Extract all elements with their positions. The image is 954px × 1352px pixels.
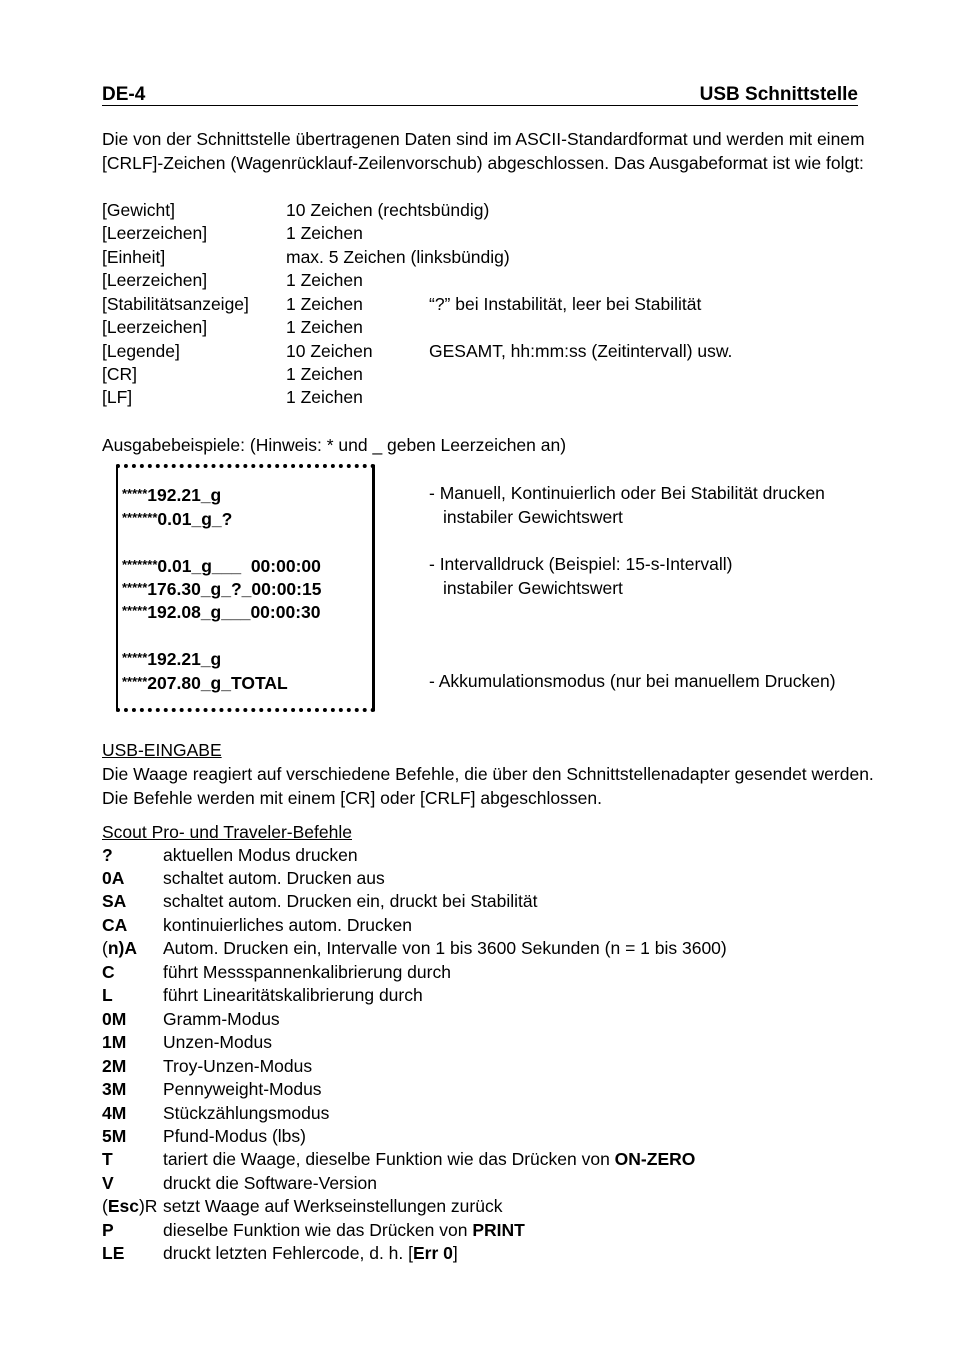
command-code: L	[102, 985, 113, 1005]
command-description: führt Linearitätskalibrierung durch	[163, 985, 423, 1005]
command-code: P	[102, 1220, 114, 1240]
command-code: 4M	[102, 1103, 127, 1123]
command-description: Pfund-Modus (lbs)	[163, 1126, 306, 1146]
format-size: 1 Zeichen	[286, 364, 363, 384]
example-padding: *****	[122, 486, 148, 501]
usb-input-paragraph	[102, 763, 874, 810]
example-output-line	[122, 670, 288, 696]
intro-line: [CRLF]-Zeichen (Wagenrücklauf-Zeilenvorschub) abgeschlossen. Das Ausgabeformat ist wie folgt:	[102, 152, 864, 173]
example-note-title: - Intervalldruck (Beispiel: 15-s-Intervall)	[429, 554, 733, 574]
usb-input-line: Die Waage reagiert auf verschiedene Befehle, die über den Schnittstellenadapter gesendet werden.	[102, 764, 874, 784]
examples-intro: Ausgabebeispiele: (Hinweis: * und _ geben Leerzeichen an)	[102, 435, 567, 455]
example-output-line	[122, 506, 232, 532]
command-description: Troy-Unzen-Modus	[163, 1056, 313, 1076]
format-size: 1 Zeichen	[286, 270, 363, 290]
format-field: [Gewicht]	[102, 200, 175, 220]
header-divider	[102, 105, 858, 106]
example-note-accumulation	[429, 670, 836, 694]
command-code: CA	[102, 915, 128, 935]
example-value: 192.08_g___00:00:30	[147, 602, 321, 622]
format-size: 1 Zeichen	[286, 223, 363, 243]
format-note: GESAMT, hh:mm:ss (Zeitintervall) usw.	[429, 341, 733, 361]
format-field: [Leerzeichen]	[102, 317, 208, 337]
example-output-line	[122, 599, 321, 625]
format-field: [LF]	[102, 387, 133, 407]
example-value: 0.01_g_?	[157, 509, 233, 529]
example-note-sub: instabiler Gewichtswert	[443, 506, 623, 527]
example-value: 192.21_g	[147, 649, 222, 669]
command-description: tariert die Waage, dieselbe Funktion wie das Drücken von ON-ZERO	[163, 1149, 696, 1169]
command-description: Autom. Drucken ein, Intervalle von 1 bis 3600 Sekunden (n = 1 bis 3600)	[163, 938, 727, 958]
example-output-line	[122, 576, 321, 602]
format-field: [CR]	[102, 364, 137, 384]
command-code: 0M	[102, 1009, 127, 1029]
command-description: schaltet autom. Drucken ein, druckt bei Stabilität	[163, 891, 538, 911]
format-note: “?” bei Instabilität, leer bei Stabilität	[429, 294, 702, 314]
format-field: [Leerzeichen]	[102, 223, 208, 243]
command-code: 0A	[102, 868, 125, 888]
command-code: (Esc)R	[102, 1196, 158, 1216]
command-code: SA	[102, 891, 127, 911]
example-padding: *****	[122, 603, 148, 618]
command-code: 3M	[102, 1079, 127, 1099]
example-value: 192.21_g	[147, 485, 222, 505]
format-size: 1 Zeichen	[286, 294, 363, 314]
format-field: [Stabilitätsanzeige]	[102, 294, 249, 314]
example-output-line	[122, 646, 221, 672]
example-padding: *****	[122, 674, 148, 689]
command-description: setzt Waage auf Werkseinstellungen zurück	[163, 1196, 503, 1216]
example-padding: *****	[122, 580, 148, 595]
usb-input-heading: USB-EINGABE	[102, 740, 222, 760]
command-code: 1M	[102, 1032, 127, 1052]
command-code: C	[102, 962, 115, 982]
format-size: 1 Zeichen	[286, 387, 363, 407]
command-description: kontinuierliches autom. Drucken	[163, 915, 413, 935]
example-note-sub: instabiler Gewichtswert	[443, 577, 623, 598]
intro-paragraph	[102, 128, 865, 175]
format-field: [Einheit]	[102, 247, 166, 267]
command-code: T	[102, 1149, 113, 1169]
example-padding: *******	[122, 557, 158, 572]
example-value: 176.30_g_?_00:00:15	[147, 579, 322, 599]
command-code: 2M	[102, 1056, 127, 1076]
command-code: 5M	[102, 1126, 127, 1146]
intro-line: Die von der Schnittstelle übertragenen Daten sind im ASCII-Standardformat und werden mit einem	[102, 129, 865, 149]
command-description: Pennyweight-Modus	[163, 1079, 322, 1099]
format-field: [Leerzeichen]	[102, 270, 208, 290]
example-value: 207.80_g_TOTAL	[147, 673, 288, 693]
command-description: Gramm-Modus	[163, 1009, 280, 1029]
usb-input-line: Die Befehle werden mit einem [CR] oder [CRLF] abgeschlossen.	[102, 787, 602, 808]
command-description: Unzen-Modus	[163, 1032, 272, 1052]
example-value: 0.01_g___ 00:00:00	[157, 556, 321, 576]
example-note-manual	[429, 482, 825, 529]
example-padding: *******	[122, 510, 158, 525]
command-code: LE	[102, 1243, 125, 1263]
command-description: führt Messspannenkalibrierung durch	[163, 962, 451, 982]
example-output-line	[122, 553, 321, 579]
command-code: (n)A	[102, 938, 137, 958]
command-description: druckt die Software-Version	[163, 1173, 377, 1193]
example-note-interval	[429, 553, 732, 600]
example-padding: *****	[122, 650, 148, 665]
commands-heading: Scout Pro- und Traveler-Befehle	[102, 822, 352, 842]
command-description: Stückzählungsmodus	[163, 1103, 330, 1123]
format-field: [Legende]	[102, 341, 180, 361]
example-note-title: - Akkumulationsmodus (nur bei manuellem Drucken)	[429, 671, 836, 691]
page-title: USB Schnittstelle	[699, 84, 858, 105]
example-note-title: - Manuell, Kontinuierlich oder Bei Stabilität drucken	[429, 483, 825, 503]
command-code: V	[102, 1173, 114, 1193]
format-size: 10 Zeichen	[286, 341, 373, 361]
command-description: dieselbe Funktion wie das Drücken von PRINT	[163, 1220, 525, 1240]
command-description: aktuellen Modus drucken	[163, 845, 358, 865]
command-description: druckt letzten Fehlercode, d. h. [Err 0]	[163, 1243, 458, 1263]
format-size: 1 Zeichen	[286, 317, 363, 337]
command-description: schaltet autom. Drucken aus	[163, 868, 385, 888]
page-number: DE-4	[102, 84, 146, 105]
example-output-line	[122, 482, 221, 508]
command-code: ?	[102, 845, 113, 865]
format-size: max. 5 Zeichen (linksbündig)	[286, 247, 510, 267]
format-size: 10 Zeichen (rechtsbündig)	[286, 200, 490, 220]
